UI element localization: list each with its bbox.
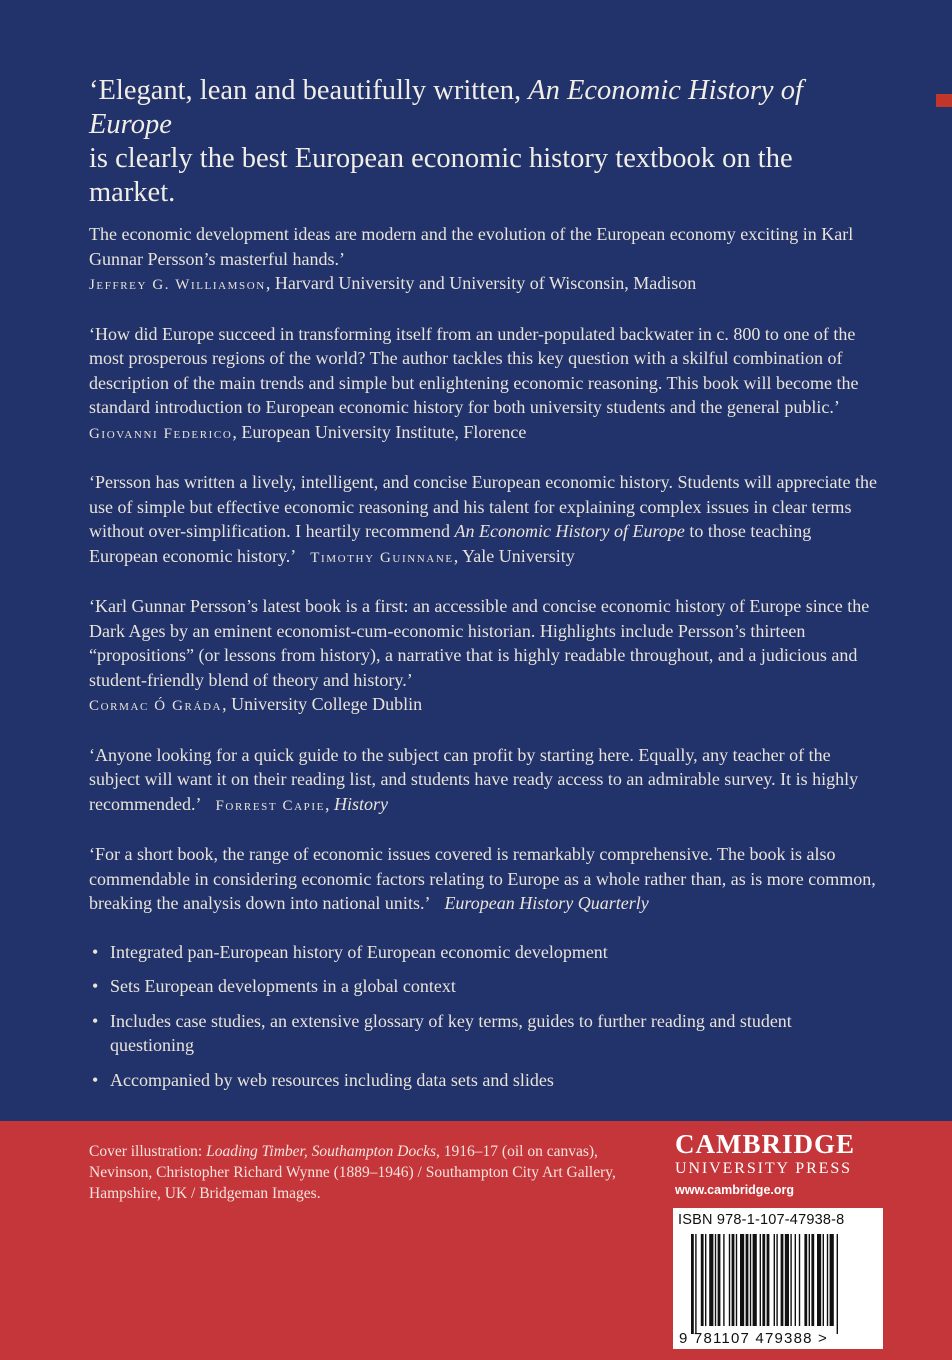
barcode-bar	[705, 1234, 706, 1326]
barcode-bar	[736, 1234, 737, 1326]
feature-item: • Integrated pan-European history of European economic development	[89, 940, 879, 965]
bullet-icon: •	[92, 941, 99, 962]
reviewer-name: Cormac Ó Gráda	[89, 698, 223, 714]
barcode-bar	[809, 1234, 810, 1326]
barcode-bar	[746, 1234, 749, 1326]
barcode-bar	[750, 1234, 751, 1326]
barcode-bar	[837, 1234, 838, 1334]
barcode-bar	[715, 1234, 716, 1326]
barcode-bar	[753, 1234, 757, 1326]
review-book-title: An Economic History of Europe	[454, 521, 685, 541]
feature-item: • Includes case studies, an extensive glossary of key terms, guides to further reading and student questioning	[92, 1010, 792, 1055]
reviewer-affiliation: Harvard University and University of Wisconsin, Madison	[274, 273, 697, 293]
barcode-bar	[729, 1234, 730, 1326]
barcode-bar	[718, 1234, 721, 1326]
barcode-bar	[776, 1234, 777, 1326]
barcode-bar	[691, 1234, 694, 1334]
review-o-grada: ‘Karl Gunnar Persson’s latest book is a first: an accessible and concise economic history of Europe since the Dark Ages by an eminent economist-cum-economic historian. Highlights include Persson’s thirteen “propositions” (or lessons from history), a narrative that is highly readable throughout, and a judicious and student-friendly blend of theory and history.’ Cormac Ó Gráda, University College Dublin	[89, 596, 870, 714]
publisher-subname: UNIVERSITY PRESS	[675, 1160, 852, 1177]
barcode-icon	[673, 1208, 883, 1349]
feature-item: • Sets European developments in a global context	[89, 974, 879, 999]
reviewer-affiliation: European History Quarterly	[444, 893, 649, 913]
barcode-bar	[795, 1234, 796, 1326]
review-guinnane: ‘Persson has written a lively, intelligent, and concise European economic history. Students will appreciate the use of simple but effective economic reasoning and his talent for explaining complex issues in clear terms without over-simplification. I heartily recommend An Economic History of Europe to those teaching European economic history.’ Timothy Guinnane, Yale University	[89, 472, 877, 566]
reviewer-affiliation: History	[333, 793, 388, 814]
barcode-bar	[811, 1234, 814, 1326]
bullet-icon: •	[92, 976, 99, 996]
reviewer-affiliation: European University Institute, Florence	[241, 421, 527, 442]
barcode-bar	[799, 1234, 800, 1326]
lead-quote: ‘Elegant, lean and beautifully written, An Economic History of Europe is clearly the best European economic history textbook on the market.	[89, 75, 803, 208]
reviewer-affiliation: University College Dublin	[231, 694, 423, 714]
barcode-bar	[790, 1234, 791, 1326]
barcode-digits: 9 781107 479388 >	[679, 1330, 828, 1347]
bullet-icon: •	[92, 1069, 99, 1090]
publisher-url: www.cambridge.org	[675, 1183, 795, 1197]
barcode-bar	[817, 1234, 821, 1326]
barcode-bar	[723, 1234, 724, 1326]
bullet-icon: •	[92, 1010, 99, 1031]
barcode-bar	[760, 1234, 761, 1326]
reviewer-name: Jeffrey G. Williamson	[89, 277, 266, 293]
publisher-name: CAMBRIDGE	[675, 1129, 856, 1159]
review-ehq: ‘For a short book, the range of economic issues covered is remarkably comprehensive. The book is also commendable in considering economic factors relating to Europe as a whole rather than, as is more common, breaking the analysis down into national units.’ European History Quarterly	[89, 844, 876, 913]
barcode-bar	[785, 1234, 789, 1326]
reviewer-name: Giovanni Federico	[89, 425, 233, 442]
review-column	[89, 74, 879, 1102]
publisher-logo	[675, 1129, 885, 1201]
lead-book-title: An Economic History of Europe	[89, 75, 803, 140]
isbn-label: ISBN 978-1-107-47938-8	[678, 1212, 845, 1228]
barcode-bar	[823, 1234, 824, 1326]
reviewer-name: Timothy Guinnane	[310, 549, 454, 566]
barcode-bar	[709, 1234, 713, 1326]
barcode-bar	[827, 1234, 828, 1326]
barcode-bar	[804, 1234, 807, 1326]
feature-list	[89, 940, 879, 1093]
barcode-bar	[830, 1234, 834, 1326]
isbn-barcode-box	[673, 1208, 883, 1349]
barcode-bar	[767, 1234, 770, 1326]
review-capie: ‘Anyone looking for a quick guide to the subject can profit by starting here. Equally, any teacher of the subject will want it on their reading list, and students have ready access to an admirable survey. It is highly recommended.’ Forrest Capie, History	[89, 744, 859, 814]
feature-item: • Accompanied by web resources including data sets and slides	[89, 1068, 879, 1093]
barcode-bar	[781, 1234, 784, 1326]
review-williamson: The economic development ideas are modern and the evolution of the European economy exciting in Karl Gunnar Persson’s masterful hands.’ Jeffrey G. Williamson, Harvard University and University of Wisconsin, Madison	[89, 224, 854, 293]
barcode-bar	[695, 1234, 696, 1334]
barcode-bar	[701, 1234, 704, 1326]
spine-accent-mark	[936, 94, 952, 107]
barcode-bar	[762, 1234, 765, 1326]
illustration-title: Loading Timber, Southampton Docks	[206, 1143, 437, 1160]
review-federico: ‘How did Europe succeed in transforming itself from an under-populated backwater in c. 800 to one of the most prosperous regions of the world? The author tackles this key question with a skilful combination of description of the main trends and simple but enlightening economic reasoning. This book will become the standard introduction to European economic history for both university students and the general public.’Giovanni Federico, European University Institute, Florence	[89, 323, 859, 442]
reviewer-affiliation: Yale University	[462, 545, 575, 566]
barcode-bar	[732, 1234, 735, 1326]
reviewer-name: Forrest Capie	[215, 797, 325, 814]
cover-illustration-credit: Cover illustration: Loading Timber, Southampton Docks, 1916–17 (oil on canvas), Nevinson, Christopher Richard Wynne (1889–1946) / Southampton City Art Gallery, Hampshire, UK / Bridgeman Images.	[89, 1143, 616, 1202]
barcode-bar	[740, 1234, 744, 1326]
barcode-bar	[774, 1234, 775, 1326]
